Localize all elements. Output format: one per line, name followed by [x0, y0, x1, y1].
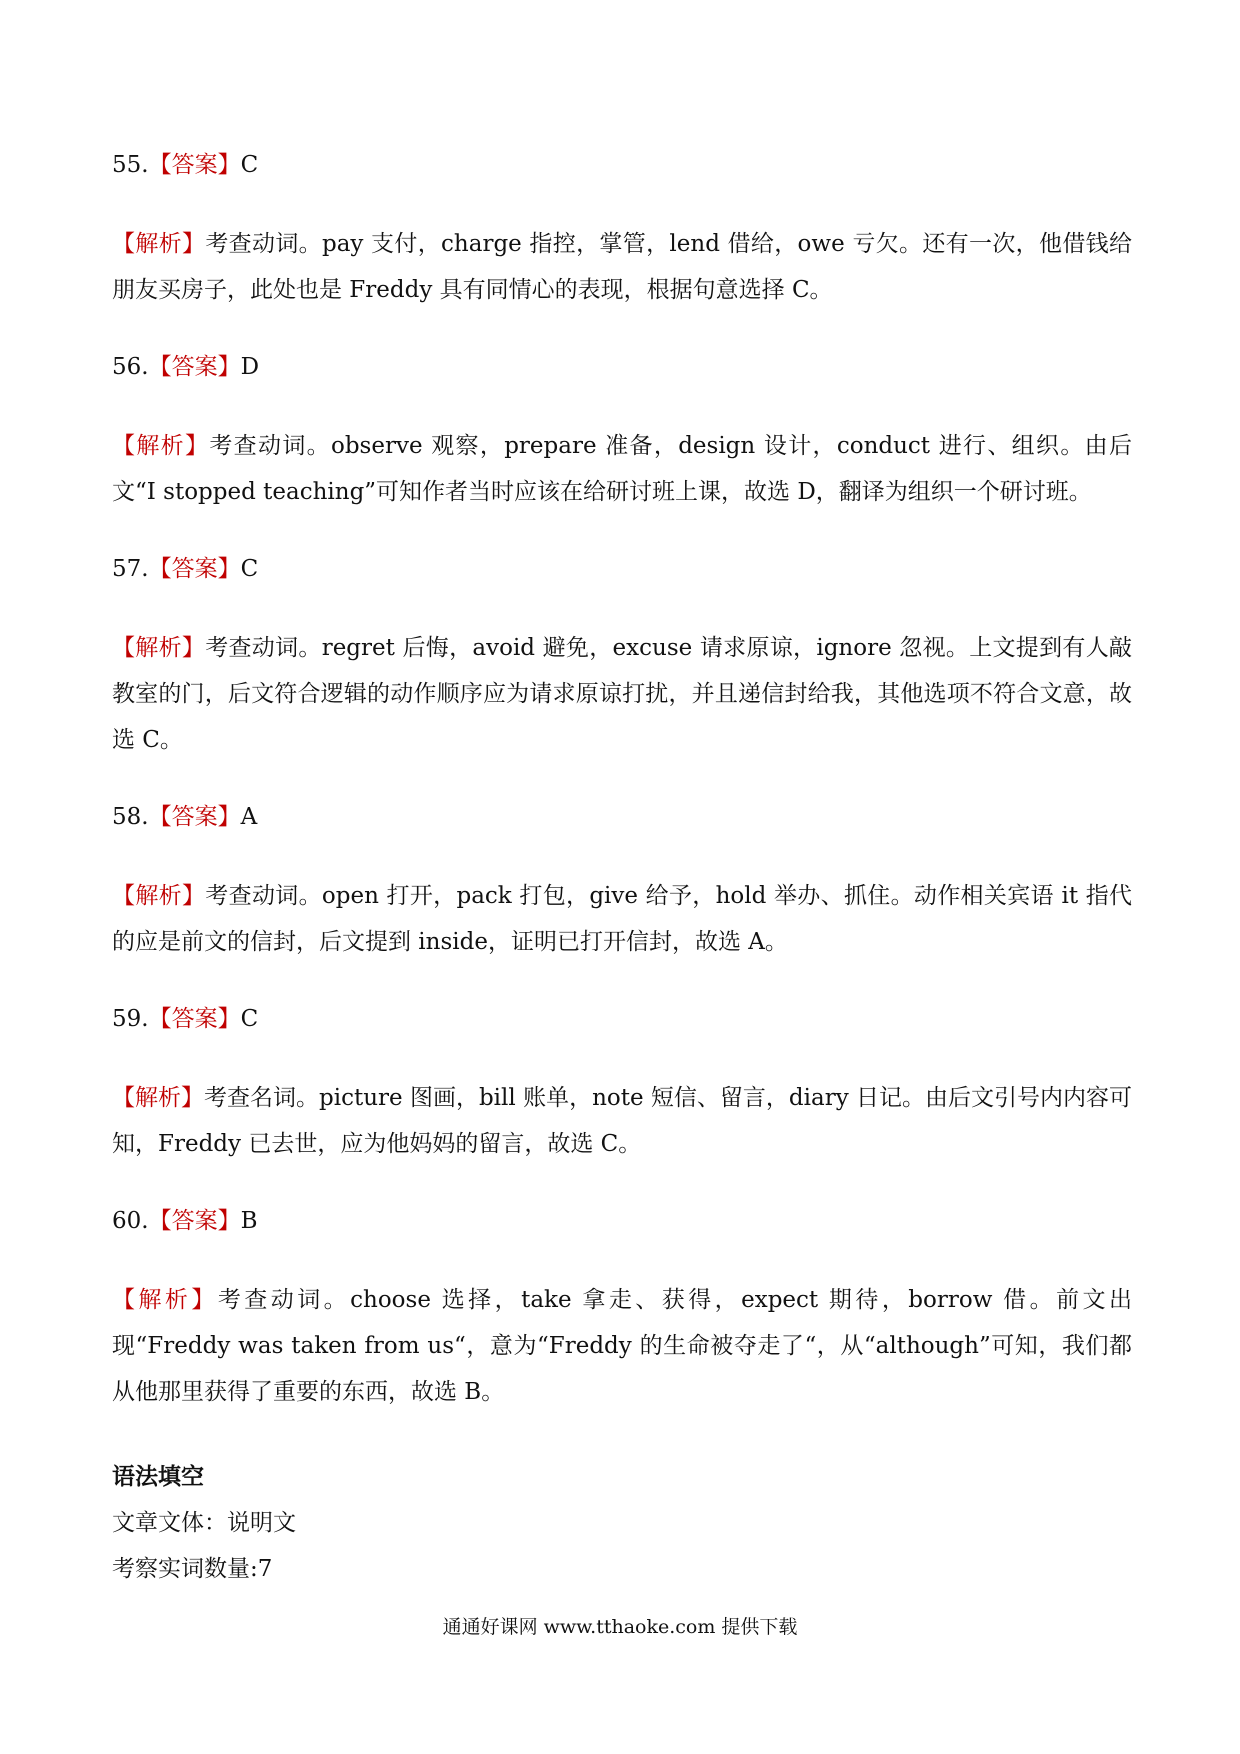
explanation [112, 1277, 1132, 1415]
answer-option: C [240, 556, 259, 582]
answer-option: C [240, 152, 259, 178]
answer-list [112, 148, 1132, 1452]
answer-tag: 【答案】 [148, 354, 241, 380]
explanation [112, 625, 1132, 763]
answer-item-60 [112, 1204, 1132, 1415]
explanation-text: 考查动词。regret 后悔，avoid 避免，excuse 请求原谅，ignore 忽视。上文提到有人敲教室的门，后文符合逻辑的动作顺序应为请求原谅打扰，并且递信封给我，其他选项不符合文意，故选 C。 [112, 635, 1132, 753]
page-footer: 通通好课网 www.tthaoke.com 提供下载 [442, 1616, 798, 1638]
answer-option: D [240, 354, 260, 380]
answer-line [112, 1204, 1132, 1238]
answer-tag: 【答案】 [148, 1208, 241, 1234]
answer-item-59 [112, 1002, 1132, 1167]
explanation-tag: 【解析】 [112, 635, 206, 661]
answer-item-56 [112, 350, 1132, 515]
explanation-text: 考查动词。choose 选择，take 拿走、获得，expect 期待，borrow 借。前文出现“Freddy was taken from us“，意为“Freddy 的生命被夺走了“，从“although”可知，我们都从他那里获得了重要的东西，故选 B。 [112, 1287, 1133, 1405]
question-number: 55. [112, 152, 149, 178]
explanation-text: 考查名词。picture 图画，bill 账单，note 短信、留言，diary 日记。由后文引号内内容可知，Freddy 已去世，应为他妈妈的留言，故选 C。 [112, 1085, 1133, 1157]
answer-line [112, 148, 1132, 182]
answer-tag: 【答案】 [148, 1006, 241, 1032]
answer-option: A [240, 804, 258, 830]
question-number: 58. [112, 804, 149, 830]
explanation-tag: 【解析】 [112, 1085, 205, 1111]
answer-item-55 [112, 148, 1132, 313]
answer-item-58 [112, 800, 1132, 965]
question-number: 56. [112, 354, 149, 380]
explanation [112, 1075, 1132, 1167]
question-number: 59. [112, 1006, 149, 1032]
explanation-tag: 【解析】 [112, 231, 206, 257]
explanation-tag: 【解析】 [112, 883, 206, 909]
question-number: 60. [112, 1208, 149, 1234]
answer-line [112, 350, 1132, 384]
answer-tag: 【答案】 [148, 556, 241, 582]
explanation-text: 考查动词。pay 支付，charge 指控，掌管，lend 借给，owe 亏欠。还有一次，他借钱给朋友买房子，此处也是 Freddy 具有同情心的表现，根据句意选择 C。 [112, 231, 1132, 303]
answer-option: B [240, 1208, 258, 1234]
question-number: 57. [112, 556, 149, 582]
answer-item-57 [112, 552, 1132, 763]
explanation-text: 考查动词。open 打开，pack 打包，give 给予，hold 举办、抓住。动作相关宾语 it 指代的应是前文的信封，后文提到 inside，证明已打开信封，故选 A。 [112, 883, 1133, 955]
answer-line [112, 800, 1132, 834]
explanation [112, 873, 1132, 965]
explanation-tag: 【解析】 [112, 1287, 218, 1313]
explanation-text: 考查动词。observe 观察，prepare 准备，design 设计，conduct 进行、组织。由后文“I stopped teaching”可知作者当时应该在给研讨班上课，故选 D，翻译为组织一个研讨班。 [112, 433, 1133, 505]
answer-option: C [240, 1006, 259, 1032]
explanation [112, 221, 1132, 313]
explanation [112, 423, 1132, 515]
section-genre: 文章文体：说明文 [112, 1510, 296, 1536]
grammar-section [112, 1460, 1112, 1598]
section-word-count: 考察实词数量:7 [112, 1556, 273, 1582]
answer-line [112, 552, 1132, 586]
answer-line [112, 1002, 1132, 1036]
answer-tag: 【答案】 [148, 152, 241, 178]
answer-tag: 【答案】 [148, 804, 241, 830]
section-title: 语法填空 [112, 1463, 204, 1490]
explanation-tag: 【解析】 [112, 433, 210, 459]
